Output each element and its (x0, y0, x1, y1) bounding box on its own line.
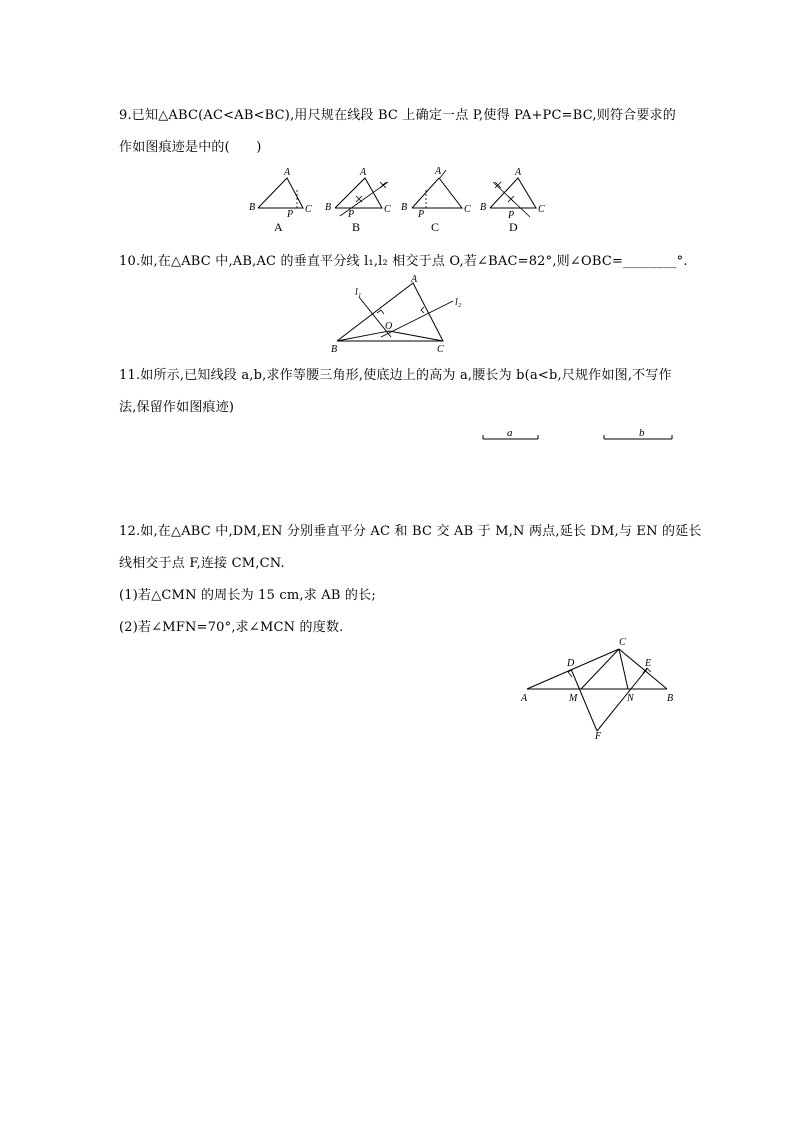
q9a-label-p: P (287, 209, 294, 220)
q9-choice-c[interactable]: C (431, 220, 440, 234)
q10-label-c: C (437, 344, 444, 355)
q9-choice-d[interactable]: D (509, 220, 518, 234)
q10-stem: 10.如,在△ABC 中,AB,AC 的垂直平分线 l₁,l₂ 相交于点 O,若∠BAC=82°,则∠OBC=________°. (119, 254, 688, 269)
q9c-label-a: A (435, 166, 442, 177)
q9-figure-d (480, 167, 545, 221)
q9d-label-p: P (508, 210, 515, 221)
q11-segment-a-label: a (507, 427, 513, 439)
q12-part1: (1)若△CMN 的周长为 15 cm,求 AB 的长; (119, 588, 376, 603)
q9c-label-c: C (464, 204, 471, 215)
q9c-label-p: P (418, 209, 425, 220)
q10-label-l2: l₂ (455, 297, 462, 308)
q12-stem-line2: 线相交于点 F,连接 CM,CN. (119, 556, 285, 571)
q9a-label-c: C (305, 204, 312, 215)
q9-figure-a (249, 167, 312, 220)
q12-stem-line1: 12.如,在△ABC 中,DM,EN 分别垂直平分 AC 和 BC 交 AB 于 M,N 两点,延长 DM,与 EN 的延长 (119, 524, 702, 539)
q12-label-m: M (569, 693, 578, 704)
q9d-label-c: C (538, 204, 545, 215)
q9-figure-c (401, 166, 471, 220)
q9-stem-line2: 作如图痕迹是中的( ) (119, 140, 262, 155)
q9-choice-a[interactable]: A (274, 220, 283, 234)
q10-label-b: B (331, 344, 338, 355)
q10-label-o: O (385, 321, 393, 332)
q9-choice-b[interactable]: B (352, 220, 361, 234)
q12-figure (515, 633, 685, 743)
q9a-label-b: B (249, 202, 256, 213)
q9d-label-b: B (480, 202, 487, 213)
q12-label-f: F (595, 731, 602, 742)
q12-figure-svg (515, 633, 685, 743)
q9b-label-a: A (360, 167, 367, 178)
q11-stem-line2: 法,保留作如图痕迹) (119, 400, 235, 415)
q9-figure-b (325, 167, 391, 220)
q10-label-l1: l₁ (355, 287, 362, 298)
q9-stem-line1: 9.已知△ABC(AC<AB<BC),用尺规在线段 BC 上确定一点 P,使得 PA+PC=BC,则符合要求的 (119, 108, 676, 123)
q12-label-b: B (667, 693, 674, 704)
q9d-label-a: A (515, 167, 522, 178)
q9b-label-b: B (325, 202, 332, 213)
q11-stem-line1: 11.如所示,已知线段 a,b,求作等腰三角形,使底边上的高为 a,腰长为 b(a<b,尺规作如图,不写作 (119, 368, 672, 383)
q12-label-d: D (567, 658, 575, 669)
q9b-label-c: C (384, 204, 391, 215)
q12-label-e: E (645, 658, 652, 669)
q10-figure-svg (325, 275, 485, 357)
q12-label-a: A (521, 693, 528, 704)
q9c-label-b: B (401, 202, 408, 213)
q10-figure (325, 275, 485, 357)
q9a-label-a: A (284, 167, 291, 178)
q12-part2: (2)若∠MFN=70°,求∠MCN 的度数. (119, 620, 344, 635)
q12-label-c: C (619, 637, 626, 648)
q12-label-n: N (627, 693, 634, 704)
q11-segment-b-label: b (639, 427, 645, 439)
q10-label-a: A (411, 275, 418, 285)
q9b-label-p: P (348, 209, 355, 220)
